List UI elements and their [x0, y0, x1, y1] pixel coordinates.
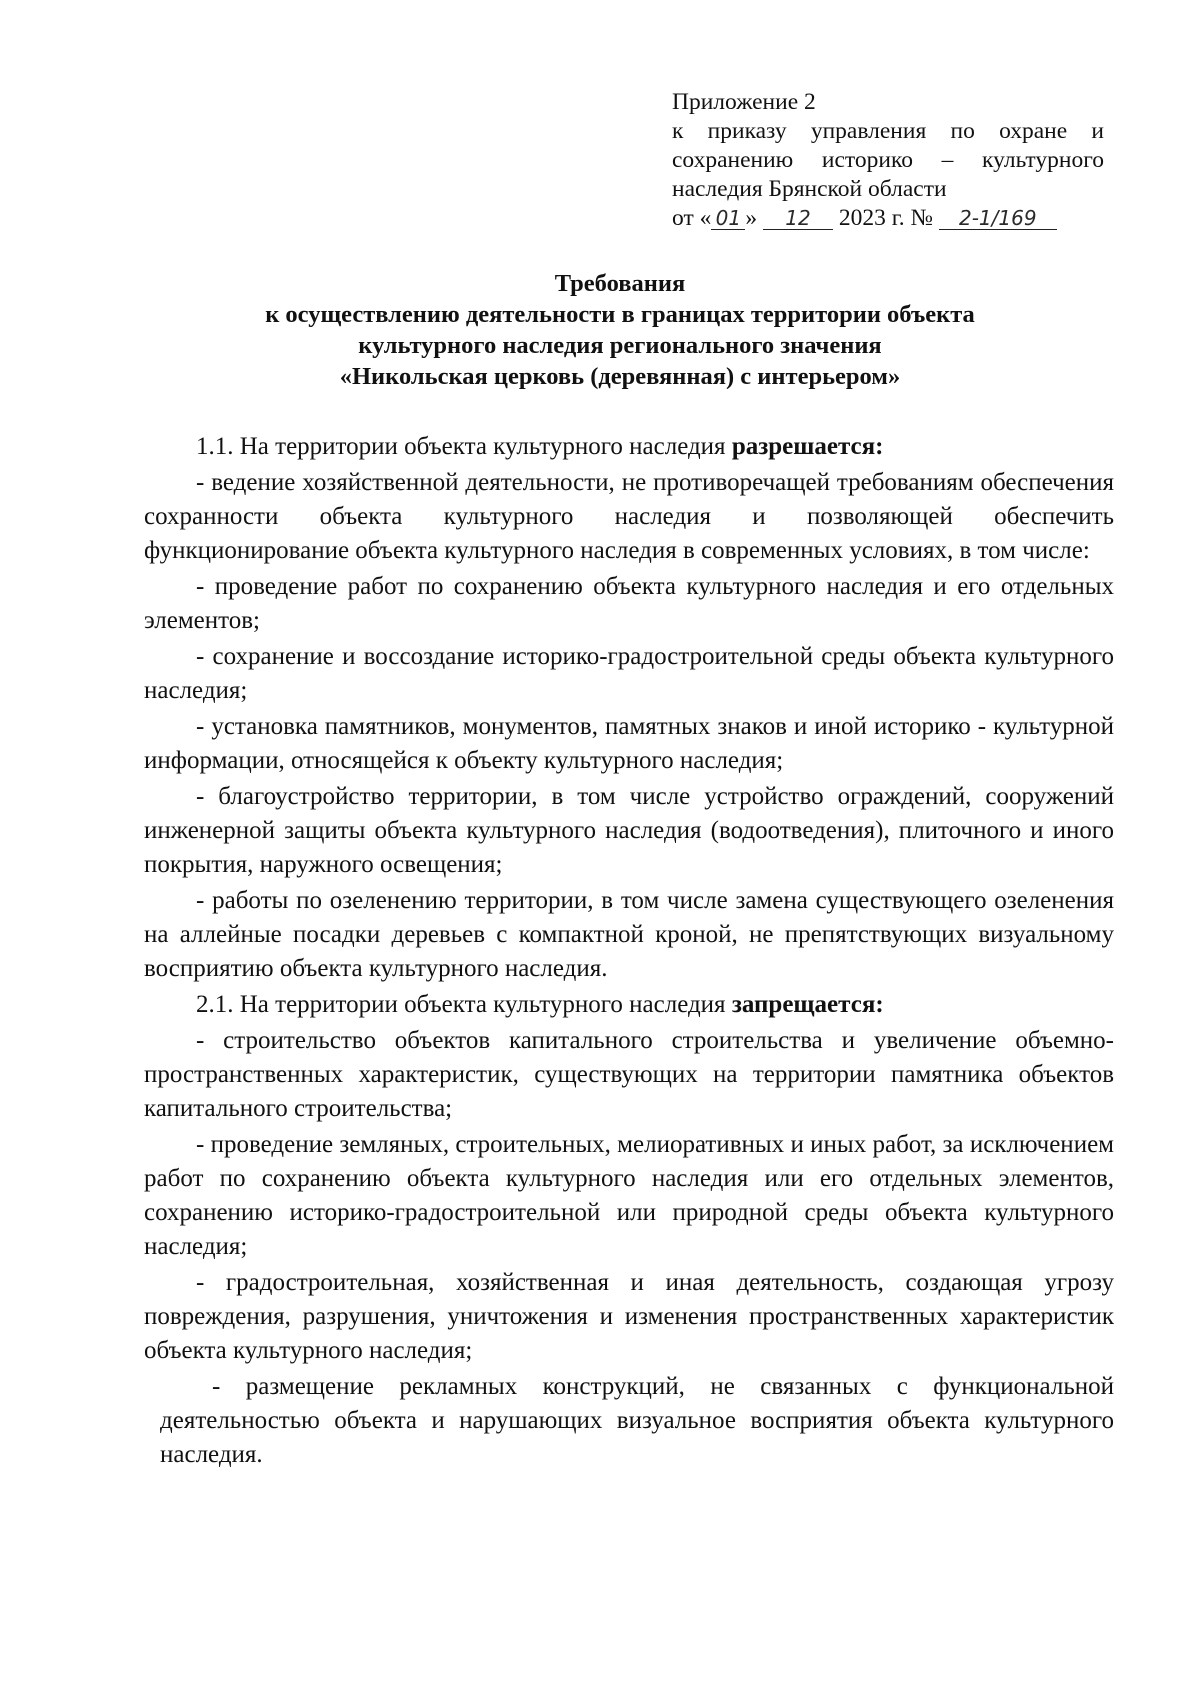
section-2-item: - размещение рекламных конструкций, не связанных с функциональной деятельностью объекта и нарушающих визуальное восприятия объекта культурного наследия.	[160, 1373, 1114, 1468]
date-year: 2023 г. №	[838, 205, 933, 231]
section-1-item: - работы по озеленению территории, в том числе замена существующего озеленения на аллейные посадки деревьев с компактной кроной, не препятствующих визуальному восприятию объекта культурного наследия.	[144, 887, 1114, 982]
section-2-heading	[144, 988, 1114, 1022]
date-month: 12	[763, 207, 833, 230]
title-line-3: культурного наследия регионального значения	[358, 332, 882, 359]
section-2-item: - строительство объектов капитального строительства и увеличение объемно-пространственных характеристик, существующих на территории памятника объектов капитального строительства;	[144, 1027, 1114, 1122]
appendix-label: Приложение 2	[672, 89, 816, 115]
section-1-heading	[144, 430, 1114, 464]
appendix-header	[672, 88, 1104, 233]
document-title	[140, 268, 1100, 392]
order-number: 2-1/169	[939, 207, 1057, 230]
appendix-line-1: к приказу управления по охране и	[672, 118, 1104, 144]
appendix-line-3: наследия Брянской области	[672, 176, 947, 202]
date-day: 01	[711, 207, 745, 230]
section-1-item: - ведение хозяйственной деятельности, не противоречащей требованиям обеспечения сохранности объекта культурного наследия и позволяющей обеспечить функционирование объекта культурного наследия в современных условиях, в том числе:	[144, 469, 1114, 564]
section-2-lead-bold: запрещается:	[731, 991, 884, 1018]
section-2-item: - градостроительная, хозяйственная и иная деятельность, создающая угрозу повреждения, разрушения, уничтожения и изменения пространственных характеристик объекта культурного наследия;	[144, 1269, 1114, 1364]
appendix-line-2: сохранению историко – культурного	[672, 147, 1104, 173]
appendix-date-line	[672, 204, 1104, 233]
date-mid: »	[745, 205, 758, 231]
document-body	[144, 430, 1114, 1472]
section-1-item: - сохранение и воссоздание историко-градостроительной среды объекта культурного наследия;	[144, 643, 1114, 704]
section-1-item: - установка памятников, монументов, памятных знаков и иной историко - культурной информации, относящейся к объекту культурного наследия;	[144, 713, 1114, 774]
section-1-item: - проведение работ по сохранению объекта культурного наследия и его отдельных элементов;	[144, 573, 1114, 634]
section-2-lead: 2.1. На территории объекта культурного наследия	[196, 991, 732, 1018]
section-1-item: - благоустройство территории, в том числе устройство ограждений, сооружений инженерной защиты объекта культурного наследия (водоотведения), плиточного и иного покрытия, наружного освещения;	[144, 783, 1114, 878]
section-1-lead-bold: разрешается:	[731, 433, 884, 460]
title-line-1: Требования	[554, 270, 686, 297]
section-2-item: - проведение земляных, строительных, мелиоративных и иных работ, за исключением работ по сохранению объекта культурного наследия или его отдельных элементов, сохранению историко-градостроительной или природной среды объекта культурного наследия;	[144, 1131, 1114, 1260]
section-1-lead: 1.1. На территории объекта культурного наследия	[196, 433, 732, 460]
title-line-4: «Никольская церковь (деревянная) с интерьером»	[339, 363, 901, 390]
title-line-2: к осуществлению деятельности в границах территории объекта	[265, 301, 975, 328]
date-prefix: от «	[672, 205, 712, 231]
